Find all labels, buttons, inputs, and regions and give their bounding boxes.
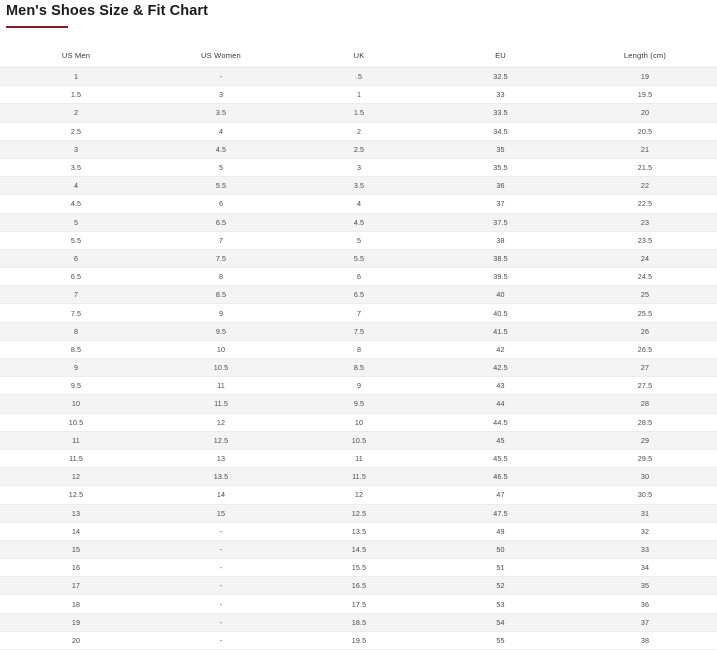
table-cell: 33.5 (428, 104, 573, 122)
table-cell: 17 (0, 577, 152, 595)
table-cell: 8.5 (0, 340, 152, 358)
table-cell: 11 (152, 377, 290, 395)
table-cell: 29.5 (573, 449, 717, 467)
table-row (0, 540, 717, 558)
table-cell: 3 (290, 158, 428, 176)
table-cell: 27.5 (573, 377, 717, 395)
table-row (0, 195, 717, 213)
table-cell: 44.5 (428, 413, 573, 431)
table-cell: 19 (573, 68, 717, 86)
table-row (0, 431, 717, 449)
table-cell: 12.5 (290, 504, 428, 522)
table-cell: 4 (0, 177, 152, 195)
table-cell: 13.5 (290, 522, 428, 540)
table-cell: 14 (0, 522, 152, 540)
table-row (0, 86, 717, 104)
table-cell: 1.5 (290, 104, 428, 122)
table-cell: 7.5 (152, 249, 290, 267)
table-cell: 11 (0, 431, 152, 449)
table-cell: 19.5 (290, 631, 428, 649)
table-cell: 44 (428, 395, 573, 413)
column-header-eu: EU (428, 44, 573, 68)
table-cell: 5.5 (290, 249, 428, 267)
table-cell: 23 (573, 213, 717, 231)
table-cell: 4.5 (152, 140, 290, 158)
table-cell: 12 (290, 486, 428, 504)
table-cell: 7 (152, 231, 290, 249)
column-header-us-men: US Men (0, 44, 152, 68)
table-cell: 3 (0, 140, 152, 158)
table-row (0, 486, 717, 504)
column-header-uk: UK (290, 44, 428, 68)
table-cell: 21.5 (573, 158, 717, 176)
table-cell: 8.5 (290, 359, 428, 377)
table-cell: 32 (573, 522, 717, 540)
table-cell: 6 (0, 249, 152, 267)
table-cell: 7 (290, 304, 428, 322)
table-cell: - (152, 577, 290, 595)
table-cell: 55 (428, 631, 573, 649)
table-cell: 40.5 (428, 304, 573, 322)
table-cell: 20.5 (573, 122, 717, 140)
table-row (0, 559, 717, 577)
table-cell: 1 (290, 86, 428, 104)
table-cell: 39.5 (428, 268, 573, 286)
page-title: Men's Shoes Size & Fit Chart (6, 3, 209, 19)
table-cell: 5 (0, 213, 152, 231)
table-cell: 10.5 (290, 431, 428, 449)
table-cell: 18.5 (290, 613, 428, 631)
table-cell: 7.5 (0, 304, 152, 322)
table-cell: 9.5 (152, 322, 290, 340)
table-cell: 37 (573, 613, 717, 631)
table-row (0, 158, 717, 176)
table-cell: 15 (152, 504, 290, 522)
table-row (0, 449, 717, 467)
table-cell: 5.5 (152, 177, 290, 195)
table-cell: 53 (428, 595, 573, 613)
table-cell: 5 (290, 231, 428, 249)
table-cell: 51 (428, 559, 573, 577)
table-cell: 14.5 (290, 540, 428, 558)
table-cell: 15.5 (290, 559, 428, 577)
table-cell: 34.5 (428, 122, 573, 140)
table-row (0, 613, 717, 631)
table-cell: 24 (573, 249, 717, 267)
table-row (0, 577, 717, 595)
table-cell: 4 (152, 122, 290, 140)
table-row (0, 504, 717, 522)
table-cell: 8 (152, 268, 290, 286)
table-cell: 8 (0, 322, 152, 340)
table-cell: 16 (0, 559, 152, 577)
table-cell: 2 (0, 104, 152, 122)
table-cell: 33 (573, 540, 717, 558)
table-row (0, 140, 717, 158)
table-cell: 3.5 (290, 177, 428, 195)
size-chart-table (0, 44, 717, 650)
table-row (0, 468, 717, 486)
table-row (0, 213, 717, 231)
table-row (0, 377, 717, 395)
table-cell: 2 (290, 122, 428, 140)
table-cell: 42.5 (428, 359, 573, 377)
table-cell: 22 (573, 177, 717, 195)
table-row (0, 631, 717, 649)
table-cell: 9.5 (290, 395, 428, 413)
table-cell: 37.5 (428, 213, 573, 231)
table-cell: 45.5 (428, 449, 573, 467)
table-cell: 9.5 (0, 377, 152, 395)
table-body (0, 68, 717, 650)
table-cell: 3.5 (152, 104, 290, 122)
table-cell: 11.5 (290, 468, 428, 486)
table-cell: 12 (0, 468, 152, 486)
table-cell: 45 (428, 431, 573, 449)
table-cell: 3 (152, 86, 290, 104)
table-row (0, 286, 717, 304)
table-cell: 7.5 (290, 322, 428, 340)
table-row (0, 104, 717, 122)
table-cell: 7 (0, 286, 152, 304)
table-cell: 42 (428, 340, 573, 358)
table-row (0, 304, 717, 322)
table-cell: 10 (0, 395, 152, 413)
table-cell: 4.5 (290, 213, 428, 231)
table-header-row (0, 44, 717, 68)
table-cell: 50 (428, 540, 573, 558)
table-cell: 15 (0, 540, 152, 558)
table-cell: 12.5 (0, 486, 152, 504)
table-cell: 1.5 (0, 86, 152, 104)
table-cell: 28 (573, 395, 717, 413)
title-block (0, 0, 717, 28)
table-cell: 18 (0, 595, 152, 613)
table-cell: 13 (0, 504, 152, 522)
table-cell: 11.5 (152, 395, 290, 413)
table-cell: 36 (428, 177, 573, 195)
table-row (0, 231, 717, 249)
table-cell: 29 (573, 431, 717, 449)
table-cell: 3.5 (0, 158, 152, 176)
table-cell: 52 (428, 577, 573, 595)
table-row (0, 268, 717, 286)
table-row (0, 413, 717, 431)
table-row (0, 68, 717, 86)
table-cell: 13.5 (152, 468, 290, 486)
table-cell: - (152, 613, 290, 631)
table-row (0, 595, 717, 613)
table-cell: 38 (573, 631, 717, 649)
table-cell: - (152, 559, 290, 577)
table-cell: 1 (0, 68, 152, 86)
table-cell: 37 (428, 195, 573, 213)
table-cell: - (152, 595, 290, 613)
table-cell: - (152, 68, 290, 86)
table-cell: 25.5 (573, 304, 717, 322)
table-cell: 26.5 (573, 340, 717, 358)
column-header-us-women: US Women (152, 44, 290, 68)
table-cell: 40 (428, 286, 573, 304)
table-cell: 9 (290, 377, 428, 395)
table-cell: 41.5 (428, 322, 573, 340)
table-cell: 36 (573, 595, 717, 613)
table-row (0, 395, 717, 413)
table-cell: .5 (290, 68, 428, 86)
table-cell: 21 (573, 140, 717, 158)
table-row (0, 122, 717, 140)
table-cell: 6.5 (152, 213, 290, 231)
table-cell: 10.5 (152, 359, 290, 377)
table-cell: 54 (428, 613, 573, 631)
table-cell: 47.5 (428, 504, 573, 522)
table-cell: 28.5 (573, 413, 717, 431)
table-row (0, 177, 717, 195)
table-cell: 34 (573, 559, 717, 577)
table-cell: 32.5 (428, 68, 573, 86)
table-cell: 11 (290, 449, 428, 467)
table-cell: 33 (428, 86, 573, 104)
table-cell: 24.5 (573, 268, 717, 286)
table-cell: 4 (290, 195, 428, 213)
table-cell: 22.5 (573, 195, 717, 213)
table-cell: 31 (573, 504, 717, 522)
table-cell: 13 (152, 449, 290, 467)
table-cell: 35 (573, 577, 717, 595)
table-cell: - (152, 540, 290, 558)
table-header (0, 44, 717, 68)
column-header-length-cm: Length (cm) (573, 44, 717, 68)
table-row (0, 359, 717, 377)
table-cell: 49 (428, 522, 573, 540)
table-cell: 6 (152, 195, 290, 213)
table-cell: 9 (152, 304, 290, 322)
table-row (0, 340, 717, 358)
table-cell: 19.5 (573, 86, 717, 104)
table-cell: 17.5 (290, 595, 428, 613)
table-cell: 14 (152, 486, 290, 504)
table-cell: 12 (152, 413, 290, 431)
table-cell: 20 (573, 104, 717, 122)
table-cell: 8.5 (152, 286, 290, 304)
table-cell: - (152, 631, 290, 649)
table-cell: 38.5 (428, 249, 573, 267)
table-cell: 27 (573, 359, 717, 377)
table-cell: 10 (290, 413, 428, 431)
table-cell: 46.5 (428, 468, 573, 486)
table-cell: 35 (428, 140, 573, 158)
table-cell: 6 (290, 268, 428, 286)
table-cell: - (152, 522, 290, 540)
table-cell: 25 (573, 286, 717, 304)
table-row (0, 522, 717, 540)
table-cell: 10 (152, 340, 290, 358)
table-row (0, 249, 717, 267)
table-cell: 6.5 (0, 268, 152, 286)
table-cell: 35.5 (428, 158, 573, 176)
table-cell: 8 (290, 340, 428, 358)
table-cell: 30 (573, 468, 717, 486)
table-cell: 12.5 (152, 431, 290, 449)
table-cell: 30.5 (573, 486, 717, 504)
table-cell: 11.5 (0, 449, 152, 467)
title-underline-rule (6, 26, 68, 28)
table-cell: 2.5 (0, 122, 152, 140)
table-cell: 5 (152, 158, 290, 176)
table-row (0, 322, 717, 340)
table-cell: 43 (428, 377, 573, 395)
table-cell: 23.5 (573, 231, 717, 249)
table-cell: 26 (573, 322, 717, 340)
table-cell: 19 (0, 613, 152, 631)
table-cell: 47 (428, 486, 573, 504)
table-cell: 4.5 (0, 195, 152, 213)
table-cell: 9 (0, 359, 152, 377)
table-cell: 38 (428, 231, 573, 249)
table-cell: 16.5 (290, 577, 428, 595)
table-cell: 5.5 (0, 231, 152, 249)
table-cell: 20 (0, 631, 152, 649)
table-cell: 10.5 (0, 413, 152, 431)
table-cell: 2.5 (290, 140, 428, 158)
table-cell: 6.5 (290, 286, 428, 304)
